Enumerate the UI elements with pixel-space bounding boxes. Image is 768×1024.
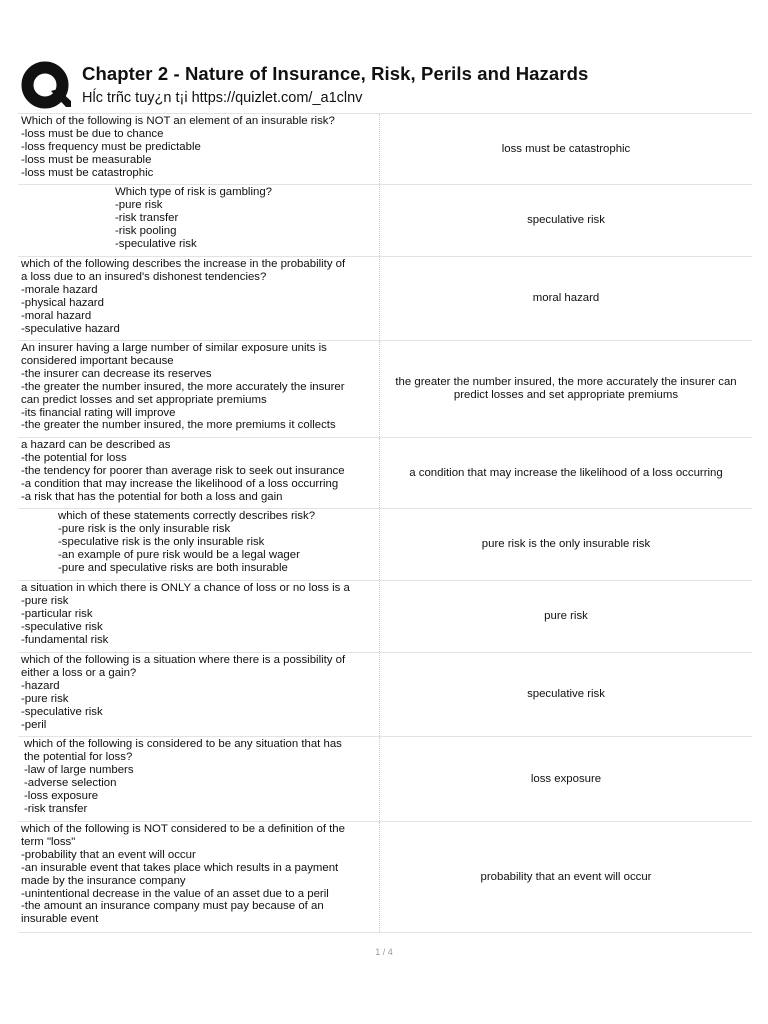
question-line: made by the insurance company — [21, 874, 186, 887]
flashcard-row — [18, 822, 752, 933]
answer-cell: probability that an event will occur — [480, 870, 652, 883]
question-line: -moral hazard — [21, 309, 92, 322]
flashcard-row — [18, 341, 752, 438]
question-line: Which of the following is NOT an element of an insurable risk? — [21, 115, 335, 127]
question-line: -the tendency for poorer than average risk to seek out insurance — [21, 464, 345, 477]
question-line: -particular risk — [21, 607, 93, 620]
question-line: -a condition that may increase the likelihood of a loss occurring — [21, 477, 339, 490]
flashcard-row — [18, 257, 752, 341]
question-cell — [18, 341, 380, 437]
question-cell — [18, 509, 380, 580]
question-cell — [18, 438, 380, 508]
question-line: -speculative risk — [21, 705, 103, 718]
question-line: -pure risk — [21, 594, 69, 607]
question-line: a hazard can be described as — [21, 439, 171, 451]
question-line: considered important because — [21, 354, 174, 367]
answer-cell: pure risk is the only insurable risk — [481, 538, 651, 551]
question-line: -pure risk — [115, 198, 163, 211]
question-line: -the amount an insurance company must pay because of an — [21, 900, 324, 913]
question-cell — [18, 185, 380, 256]
answer-cell: moral hazard — [532, 292, 600, 305]
question-line: -adverse selection — [24, 776, 117, 789]
question-line: -the greater the number insured, the more accurately the insurer — [21, 380, 345, 393]
question-line: -fundamental risk — [21, 633, 109, 646]
question-line: insurable event — [21, 913, 99, 926]
question-line: -an example of pure risk would be a legal wager — [58, 548, 300, 561]
question-line: which of the following is considered to be any situation that has — [24, 738, 342, 750]
question-line: can predict losses and set appropriate premiums — [21, 393, 267, 406]
document-header — [20, 60, 760, 120]
question-cell — [18, 581, 380, 652]
question-line: An insurer having a large number of similar exposure units is — [21, 342, 327, 354]
question-line: -speculative risk — [21, 620, 103, 633]
question-line: -risk pooling — [115, 224, 177, 237]
question-line: which of the following is a situation where there is a possibility of — [21, 654, 346, 666]
question-line: the potential for loss? — [24, 750, 133, 763]
answer-cell: speculative risk — [527, 214, 605, 227]
answer-cell: loss exposure — [530, 772, 602, 785]
question-line: -law of large numbers — [24, 763, 134, 776]
question-line: -speculative risk — [115, 237, 197, 250]
document-title: Chapter 2 - Nature of Insurance, Risk, Perils and Hazards — [82, 63, 589, 84]
question-line: -loss exposure — [24, 789, 99, 802]
flashcard-row — [18, 114, 752, 185]
question-line: -pure and speculative risks are both insurable — [58, 561, 288, 574]
question-line: -the greater the number insured, the more premiums it collects — [21, 419, 336, 432]
question-line: -risk transfer — [24, 802, 88, 815]
question-line: -peril — [21, 718, 47, 731]
question-cell — [18, 822, 380, 932]
quizlet-logo-icon — [20, 60, 72, 112]
question-line: a loss due to an insured's dishonest tendencies? — [21, 270, 267, 283]
answer-cell: speculative risk — [527, 688, 605, 701]
question-cell — [18, 737, 380, 821]
question-line: which of these statements correctly describes risk? — [58, 510, 316, 522]
question-line: which of the following is NOT considered to be a definition of the — [21, 823, 345, 835]
answer-cell: loss must be catastrophic — [501, 142, 631, 155]
question-line: -an insurable event that takes place which results in a payment — [21, 861, 339, 874]
question-line: -its financial rating will improve — [21, 406, 176, 419]
question-line: -unintentional decrease in the value of an asset due to a peril — [21, 887, 329, 900]
flashcard-table — [18, 113, 752, 933]
question-line: -speculative risk is the only insurable risk — [58, 535, 265, 548]
question-line: -speculative hazard — [21, 322, 120, 335]
document-subtitle: Hĺc trñc tuy¿n t¡i https://quizlet.com/_a1clnv — [82, 90, 363, 106]
question-line: -loss must be catastrophic — [21, 166, 154, 179]
question-line: term "loss" — [21, 835, 76, 848]
question-line: -hazard — [21, 679, 60, 692]
question-line: -risk transfer — [115, 211, 179, 224]
question-line: -loss must be measurable — [21, 153, 152, 166]
question-line: -a risk that has the potential for both a loss and gain — [21, 490, 283, 503]
question-cell — [18, 653, 380, 736]
question-cell — [18, 114, 380, 184]
question-line: a situation in which there is ONLY a chance of loss or no loss is a — [21, 582, 350, 594]
question-cell — [18, 257, 380, 340]
question-line: -the insurer can decrease its reserves — [21, 367, 212, 380]
flashcard-row — [18, 581, 752, 653]
question-line: -physical hazard — [21, 296, 104, 309]
flashcard-row — [18, 653, 752, 737]
flashcard-row — [18, 438, 752, 509]
question-line: -pure risk — [21, 692, 69, 705]
answer-cell: the greater the number insured, the more accurately the insurer can predict losses and set appropriate premiums — [395, 376, 737, 401]
question-line: Which type of risk is gambling? — [115, 186, 272, 198]
answer-cell: pure risk — [544, 610, 588, 623]
question-line: -morale hazard — [21, 283, 98, 296]
flashcard-row — [18, 737, 752, 822]
question-line: which of the following describes the increase in the probability of — [21, 258, 346, 270]
question-line: -the potential for loss — [21, 451, 127, 464]
answer-cell: a condition that may increase the likelihood of a loss occurring — [409, 466, 723, 479]
question-line: either a loss or a gain? — [21, 666, 137, 679]
question-line: -probability that an event will occur — [21, 848, 196, 861]
flashcard-row — [18, 509, 752, 581]
page-number: 1 / 4 — [375, 947, 393, 957]
question-line: -pure risk is the only insurable risk — [58, 522, 231, 535]
question-line: -loss frequency must be predictable — [21, 140, 201, 153]
flashcard-row — [18, 185, 752, 257]
question-line: -loss must be due to chance — [21, 127, 164, 140]
